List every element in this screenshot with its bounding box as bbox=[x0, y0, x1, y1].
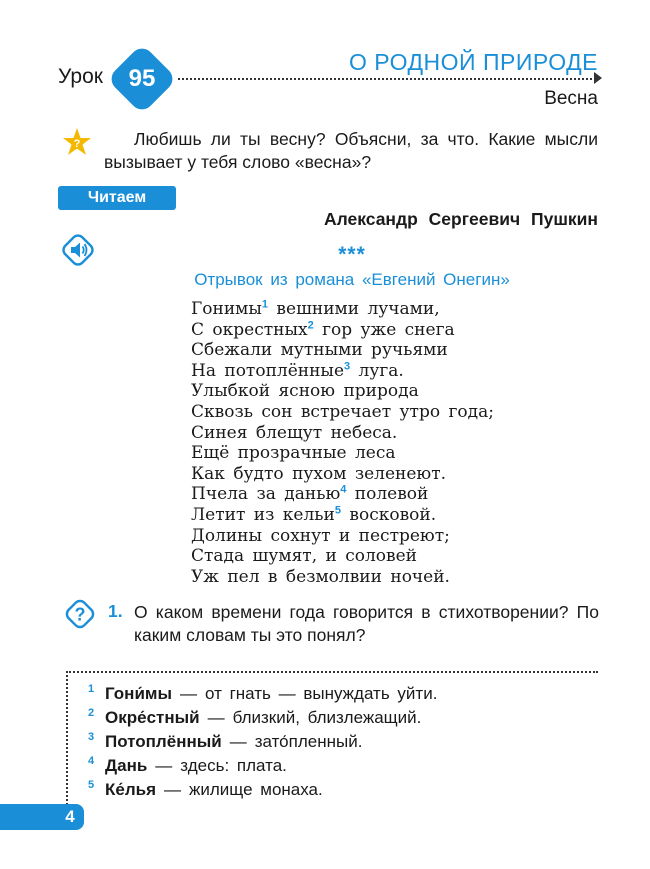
poem-line bbox=[191, 340, 494, 361]
poem-line bbox=[191, 443, 494, 464]
poem-line bbox=[191, 299, 494, 320]
glossary-term: Ке́лья bbox=[105, 780, 156, 799]
glossary-border-left bbox=[66, 671, 68, 809]
lesson-label: Урок bbox=[58, 65, 103, 88]
header-dotted-rule bbox=[178, 78, 596, 80]
glossary-border-top bbox=[66, 671, 598, 673]
question-number: 1. bbox=[108, 601, 123, 621]
poem-line-text: Долины сохнут и пестреют; bbox=[191, 525, 450, 546]
glossary-item: 2 Окре́стный — близкий, близлежащий. bbox=[88, 707, 422, 727]
poem-line-text: луга. bbox=[350, 360, 404, 381]
poem-author: Александр Сергеевич Пушкин bbox=[323, 209, 598, 229]
poem-line-text: С окрестных bbox=[191, 319, 308, 340]
footnote-mark: 3 bbox=[344, 360, 351, 373]
star-question-icon bbox=[62, 128, 92, 158]
poem-line-text: Ещё прозрачные леса bbox=[191, 443, 396, 464]
poem-line-text: Летит из кельи bbox=[191, 504, 335, 525]
glossary-item: 3 Потоплённый — зато́пленный. bbox=[88, 731, 363, 751]
poem-line-text: гор уже снега bbox=[313, 319, 455, 340]
poem-line-text: вешними лучами, bbox=[268, 299, 440, 319]
poem-line bbox=[191, 484, 494, 505]
glossary-item: 1 Гони́мы — от гнать — вынуждать уйти. bbox=[88, 683, 438, 703]
poem-line bbox=[191, 505, 494, 526]
poem-line bbox=[191, 320, 494, 341]
poem-line bbox=[191, 361, 494, 382]
glossary-definition: от гнать — вынуждать уйти. bbox=[205, 684, 438, 703]
glossary bbox=[88, 682, 437, 802]
footnote-mark: 1 bbox=[261, 298, 269, 311]
glossary-dash: — bbox=[229, 732, 247, 751]
glossary-term: Дань bbox=[105, 756, 148, 775]
poem-subtitle: Отрывок из романа «Евгений Онегин» bbox=[194, 270, 510, 289]
glossary-dash: — bbox=[164, 780, 181, 799]
poem-line bbox=[191, 402, 494, 423]
poem bbox=[191, 299, 494, 587]
poem-line bbox=[191, 381, 494, 402]
glossary-item: 5 Ке́лья — жилище монаха. bbox=[88, 779, 323, 799]
glossary-definition: близкий, близлежащий. bbox=[232, 708, 422, 727]
glossary-dash: — bbox=[180, 684, 197, 703]
poem-line-text: Стада шумят, и соловей bbox=[191, 546, 418, 567]
glossary-dash: — bbox=[155, 756, 173, 775]
footnote-mark: 2 bbox=[307, 318, 314, 331]
section-subtitle: Весна bbox=[544, 88, 598, 109]
poem-line-text: полевой bbox=[346, 484, 429, 505]
poem-line-text: Как будто пухом зеленеют. bbox=[191, 463, 447, 484]
poem-line-text: Сквозь сон встречает утро года; bbox=[191, 401, 494, 422]
poem-line bbox=[191, 567, 494, 588]
footnote-mark: 5 bbox=[334, 504, 341, 517]
poem-line-text: Синея блещут небеса. bbox=[191, 422, 398, 443]
poem-line-text: Сбежали мутными ручьями bbox=[191, 340, 448, 361]
section-title: О РОДНОЙ ПРИРОДЕ bbox=[348, 49, 598, 75]
poem-line-text: Гонимы bbox=[191, 299, 262, 319]
glossary-definition: здесь: плата. bbox=[180, 756, 287, 775]
glossary-term: Гони́мы bbox=[105, 684, 172, 703]
question-text: О каком времени года говорится в стихотворении? По каким словам ты это понял? bbox=[134, 602, 599, 645]
intro-question-text: Любишь ли ты весну? Объясни, за что. Какие мысли вызывает у тебя слово «весна»? bbox=[104, 129, 598, 172]
poem-stars: *** bbox=[338, 243, 366, 266]
poem-line-text: Пчела за данью bbox=[191, 484, 341, 505]
glossary-term: Окре́стный bbox=[105, 708, 200, 727]
poem-line-text: восковой. bbox=[341, 504, 437, 525]
poem-line-text: Уж пел в безмолвии ночей. bbox=[191, 566, 450, 587]
page-number: 4 bbox=[65, 807, 75, 826]
glossary-dash: — bbox=[207, 708, 225, 727]
glossary-definition: жилище монаха. bbox=[189, 780, 323, 799]
question-mark-icon bbox=[62, 596, 98, 632]
poem-line bbox=[191, 546, 494, 567]
poem-line bbox=[191, 464, 494, 485]
glossary-item: 4 Дань — здесь: плата. bbox=[88, 755, 287, 775]
poem-line bbox=[191, 526, 494, 547]
footnote-mark: 4 bbox=[340, 483, 347, 496]
svg-text:?: ? bbox=[74, 604, 86, 625]
poem-line-text: Улыбкой ясною природа bbox=[191, 381, 419, 402]
poem-line-text: На потоплённые bbox=[191, 360, 345, 381]
glossary-definition: зато́пленный. bbox=[254, 732, 363, 751]
svg-text:?: ? bbox=[73, 138, 81, 150]
glossary-term: Потоплённый bbox=[105, 732, 222, 751]
lesson-number: 95 bbox=[128, 65, 156, 92]
poem-line bbox=[191, 423, 494, 444]
reading-label: Читаем bbox=[58, 186, 176, 210]
